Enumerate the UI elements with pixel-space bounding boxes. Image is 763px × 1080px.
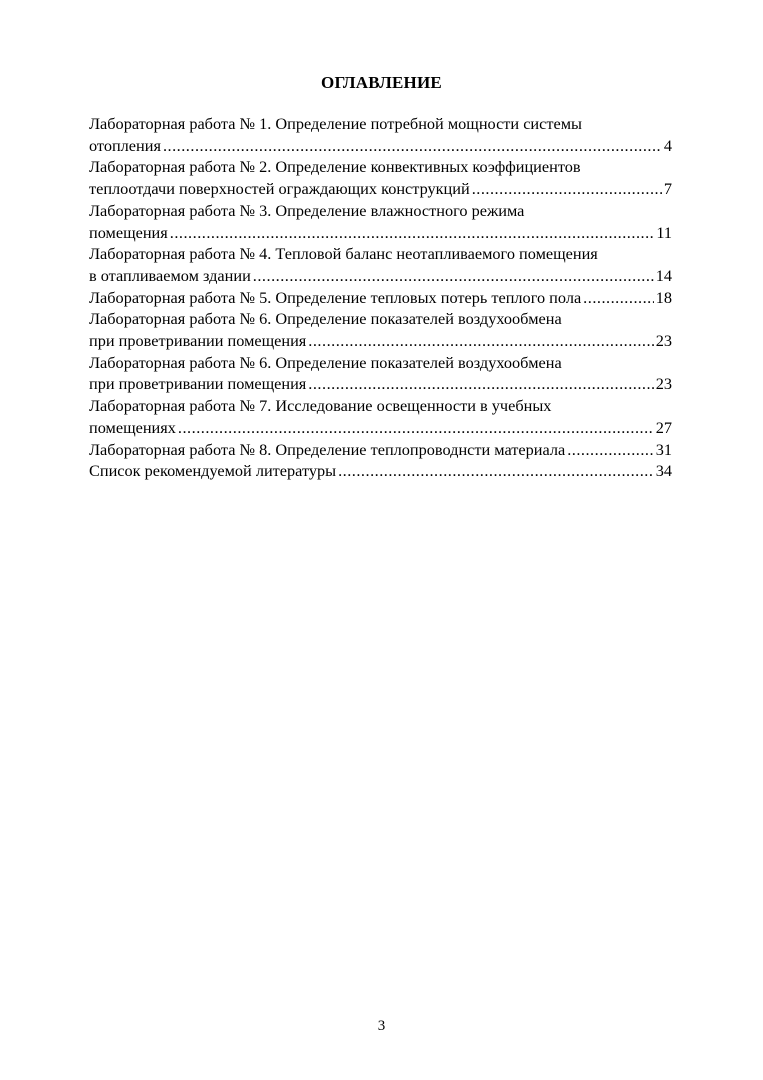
toc-page-number: 18 <box>655 287 672 307</box>
dot-leader <box>308 330 653 352</box>
toc-entry-3[interactable] <box>89 200 672 243</box>
dot-leader <box>308 373 653 395</box>
toc-entry-title: Лабораторная работа № 1. Определение потребной мощности системы <box>89 114 582 133</box>
toc-entry-leader <box>89 417 672 439</box>
toc-entry-title-cont: в отапливаемом здании <box>89 265 251 285</box>
toc-entry-title: Список рекомендуемой литературы <box>89 461 337 481</box>
toc-entry-leader <box>89 265 672 287</box>
toc-page-number: 34 <box>655 461 672 481</box>
toc-entry-2[interactable] <box>89 156 672 199</box>
toc-entry-6[interactable] <box>89 308 672 351</box>
toc-heading: ОГЛАВЛЕНИЕ <box>321 73 442 92</box>
toc-entry-title-cont: отопления <box>89 135 161 155</box>
toc-entry-1[interactable] <box>89 113 672 156</box>
toc-entry-title: Лабораторная работа № 4. Тепловой баланс неотапливаемого помещения <box>89 244 598 264</box>
toc-entry-9[interactable] <box>89 439 672 461</box>
dot-leader <box>567 439 654 461</box>
toc-entry-title-cont: при проветривании помещения <box>89 331 307 351</box>
toc-page-number: 31 <box>655 439 672 459</box>
toc-entry-leader <box>89 135 672 157</box>
toc-entry-title-cont: при проветривании помещения <box>89 374 307 394</box>
dot-leader <box>583 287 654 309</box>
toc-entry-title: Лабораторная работа № 7. Исследование освещенности в учебных <box>89 396 552 416</box>
dot-leader <box>170 222 655 244</box>
toc-page-number: 14 <box>655 265 672 285</box>
toc-entry-leader <box>89 439 672 461</box>
toc-entry-leader <box>89 178 672 200</box>
toc-entry-title-cont: помещения <box>89 222 168 242</box>
dot-leader <box>338 460 654 482</box>
toc-entry-4[interactable] <box>89 243 672 286</box>
toc-page-number: 23 <box>655 331 672 351</box>
toc-page-number: 23 <box>655 374 672 394</box>
toc-entry-title-cont: помещениях <box>89 417 176 437</box>
toc-entry-leader <box>89 373 672 395</box>
dot-leader <box>178 417 654 439</box>
toc-entry-10[interactable] <box>89 460 672 482</box>
toc-entry-title: Лабораторная работа № 6. Определение показателей воздухообмена <box>89 352 562 372</box>
toc-entry-leader <box>89 330 672 352</box>
toc-page-number: 7 <box>663 179 672 199</box>
toc-entry-7[interactable] <box>89 352 672 395</box>
toc-entry-title: Лабораторная работа № 3. Определение влажностного режима <box>89 200 525 220</box>
toc-entry-leader <box>89 287 672 309</box>
toc-page-number: 27 <box>655 417 672 437</box>
toc-page-number: 4 <box>663 135 672 155</box>
toc-entry-title: Лабораторная работа № 6. Определение показателей воздухообмена <box>89 309 562 329</box>
toc-entry-title: Лабораторная работа № 5. Определение тепловых потерь теплого пола <box>89 287 582 307</box>
toc-entry-8[interactable] <box>89 395 672 438</box>
dot-leader <box>472 178 662 200</box>
table-of-contents <box>89 113 672 482</box>
toc-entry-title: Лабораторная работа № 8. Определение теплопроводнсти материала <box>89 439 566 459</box>
toc-entry-5[interactable] <box>89 287 672 309</box>
page-number: 3 <box>377 1018 386 1034</box>
dot-leader <box>163 135 662 157</box>
toc-entry-leader <box>89 222 672 244</box>
toc-entry-leader <box>89 460 672 482</box>
dot-leader <box>253 265 654 287</box>
toc-entry-title-cont: теплоотдачи поверхностей ограждающих конструкций <box>89 179 470 199</box>
toc-entry-title: Лабораторная работа № 2. Определение конвективных коэффициентов <box>89 157 581 177</box>
toc-page-number: 11 <box>656 222 672 242</box>
